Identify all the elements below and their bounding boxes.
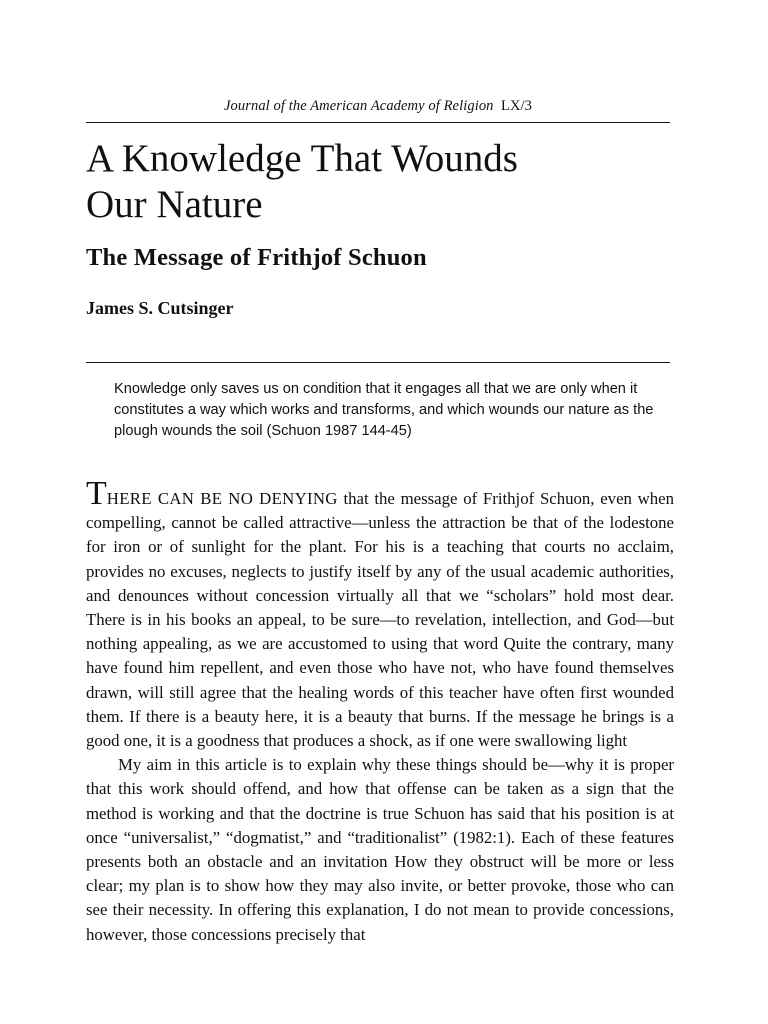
- paragraph-1: [86, 475, 674, 753]
- title-line-2: Our Nature: [86, 183, 263, 226]
- journal-name: Journal of the American Academy of Religion: [223, 98, 494, 114]
- header-rule: [86, 122, 670, 123]
- volume-number: LX/3: [500, 98, 532, 114]
- author-name: James S. Cutsinger: [86, 298, 234, 318]
- paragraph-2: My aim in this article is to explain why these things should be—why it is proper that this work should offend, and how that offense can be taken as a sign that the method is working and that the doctrine is true Schuon has said that his position is at once “universalist,” “dogmatist,” and “traditionalist” (1982:1). Each of these features presents both an obstacle and an invitation How they obstruct will be more or less clear; my plan is to show how they may also invite, or better provoke, those who can see their necessity. In offering this explanation, I do not mean to provide concessions, however, those concessions precisely that: [86, 755, 674, 944]
- section-rule: [86, 362, 670, 363]
- running-head: [86, 98, 670, 115]
- epigraph: Knowledge only saves us on condition that it engages all that we are only when it constitutes a way which works and transforms, and which wounds our nature as the plough wounds the soil (Schuon 1987 144-45): [114, 381, 654, 439]
- drop-cap: T: [86, 475, 107, 512]
- article-subtitle: The Message of Frithjof Schuon: [86, 244, 427, 271]
- paragraph-1-text: that the message of Frithjof Schuon, even when compelling, cannot be called attractive—unless the attraction be that of the lodestone for iron or of sunlight for the plant. For his is a teaching that courts no acclaim, provides no excuses, neglects to justify itself by any of the usual academic authorities, and denounces without concession virtually all that we “scholars” hold most dear. There is in his books an appeal, to be sure—to revelation, intellection, and God—but nothing appealing, as we are accustomed to using that word Quite the contrary, many have found him repellent, and even those who have not, who have found themselves drawn, will still agree that the healing words of this teacher have often first wounded them. If there is a beauty here, it is a beauty that burns. If the message he brings is a good one, it is a goodness that produces a shock, as if one were swallowing light: [86, 489, 674, 751]
- body-text: [86, 475, 674, 947]
- title-line-1: A Knowledge That Wounds: [86, 137, 518, 180]
- article-title: [86, 136, 686, 228]
- lead-in: HERE CAN BE NO DENYING: [106, 489, 338, 508]
